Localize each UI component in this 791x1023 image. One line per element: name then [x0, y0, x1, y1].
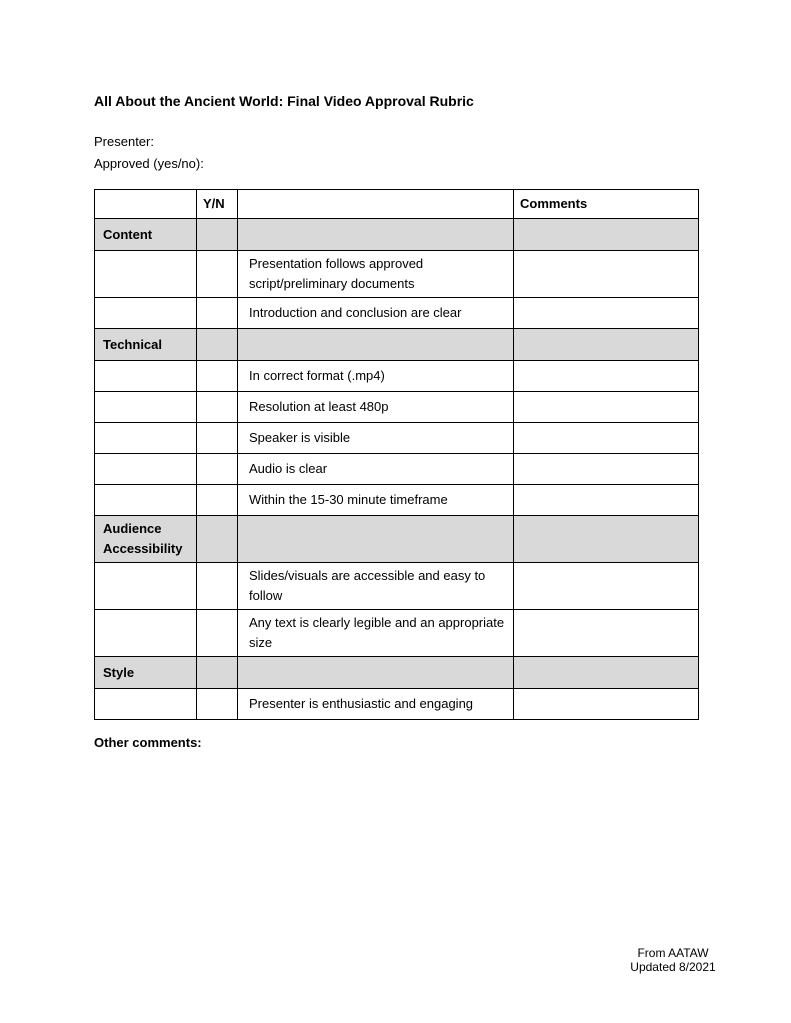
- yn-input-cell[interactable]: [197, 563, 238, 610]
- yn-input-cell[interactable]: [197, 392, 238, 423]
- table-header-row: [95, 190, 699, 219]
- criteria-row: [95, 485, 699, 516]
- header-criteria-cell: [238, 190, 514, 219]
- comments-input-cell[interactable]: [514, 251, 699, 298]
- comments-input-cell[interactable]: [514, 454, 699, 485]
- yn-input-cell: [197, 516, 238, 563]
- comments-input-cell[interactable]: [514, 361, 699, 392]
- criteria-row: [95, 392, 699, 423]
- comments-input-cell: [514, 516, 699, 563]
- page-footer: [593, 947, 753, 974]
- comments-input-cell: [514, 219, 699, 251]
- criteria-cell: Any text is clearly legible and an appropriate size: [238, 610, 514, 657]
- yn-input-cell[interactable]: [197, 423, 238, 454]
- yn-input-cell[interactable]: [197, 454, 238, 485]
- category-cell: [95, 689, 197, 720]
- comments-input-cell[interactable]: [514, 610, 699, 657]
- presenter-field-label: Presenter:: [94, 134, 154, 149]
- section-label-cell: Content: [95, 219, 197, 251]
- criteria-cell: Audio is clear: [238, 454, 514, 485]
- section-label-cell: Audience Accessibility: [95, 516, 197, 563]
- section-row: [95, 329, 699, 361]
- comments-input-cell[interactable]: [514, 423, 699, 454]
- comments-input-cell[interactable]: [514, 689, 699, 720]
- category-cell: [95, 610, 197, 657]
- section-row: [95, 219, 699, 251]
- criteria-cell: [238, 329, 514, 361]
- criteria-row: [95, 251, 699, 298]
- yn-input-cell[interactable]: [197, 485, 238, 516]
- header-fields: [94, 131, 204, 175]
- category-cell: [95, 563, 197, 610]
- criteria-cell: [238, 219, 514, 251]
- yn-input-cell[interactable]: [197, 251, 238, 298]
- category-cell: [95, 298, 197, 329]
- criteria-cell: Within the 15-30 minute timeframe: [238, 485, 514, 516]
- footer-updated: Updated 8/2021: [630, 959, 716, 974]
- category-cell: [95, 423, 197, 454]
- yn-input-cell[interactable]: [197, 298, 238, 329]
- criteria-cell: Presentation follows approved script/preliminary documents: [238, 251, 514, 298]
- comments-input-cell: [514, 657, 699, 689]
- document-title: All About the Ancient World: Final Video Approval Rubric: [94, 93, 474, 109]
- criteria-cell: [238, 657, 514, 689]
- criteria-cell: Speaker is visible: [238, 423, 514, 454]
- category-cell: [95, 251, 197, 298]
- comments-input-cell[interactable]: [514, 563, 699, 610]
- comments-input-cell[interactable]: [514, 485, 699, 516]
- approved-field-label: Approved (yes/no):: [94, 156, 204, 171]
- category-cell: [95, 454, 197, 485]
- other-comments-label: Other comments:: [94, 735, 202, 750]
- criteria-row: [95, 298, 699, 329]
- yn-input-cell[interactable]: [197, 689, 238, 720]
- category-cell: [95, 485, 197, 516]
- criteria-cell: [238, 516, 514, 563]
- yn-input-cell[interactable]: [197, 361, 238, 392]
- yn-input-cell[interactable]: [197, 610, 238, 657]
- comments-input-cell[interactable]: [514, 392, 699, 423]
- section-label-cell: Technical: [95, 329, 197, 361]
- criteria-cell: Slides/visuals are accessible and easy to follow: [238, 563, 514, 610]
- header-category-cell: [95, 190, 197, 219]
- section-row: [95, 516, 699, 563]
- header-comments-cell: Comments: [514, 190, 699, 219]
- comments-input-cell[interactable]: [514, 298, 699, 329]
- criteria-row: [95, 361, 699, 392]
- criteria-row: [95, 454, 699, 485]
- category-cell: [95, 361, 197, 392]
- criteria-row: [95, 563, 699, 610]
- section-label-cell: Style: [95, 657, 197, 689]
- comments-input-cell: [514, 329, 699, 361]
- yn-input-cell: [197, 219, 238, 251]
- header-yn-cell: Y/N: [197, 190, 238, 219]
- category-cell: [95, 392, 197, 423]
- criteria-cell: Resolution at least 480p: [238, 392, 514, 423]
- criteria-row: [95, 423, 699, 454]
- criteria-cell: Presenter is enthusiastic and engaging: [238, 689, 514, 720]
- section-row: [95, 657, 699, 689]
- criteria-row: [95, 610, 699, 657]
- yn-input-cell: [197, 657, 238, 689]
- criteria-row: [95, 689, 699, 720]
- yn-input-cell: [197, 329, 238, 361]
- criteria-cell: Introduction and conclusion are clear: [238, 298, 514, 329]
- criteria-cell: In correct format (.mp4): [238, 361, 514, 392]
- footer-source: From AATAW: [637, 946, 709, 960]
- rubric-table: [94, 189, 699, 720]
